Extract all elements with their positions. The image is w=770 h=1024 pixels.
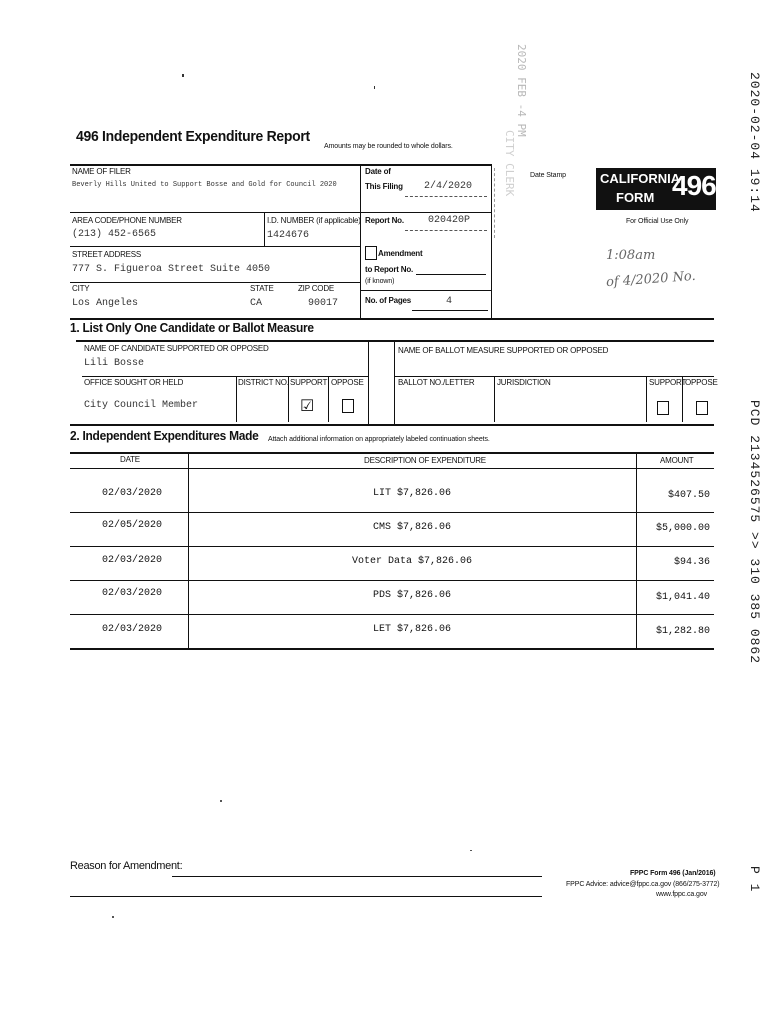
california-form-badge: [596, 168, 716, 210]
row-4-date: 02/03/2020: [102, 588, 163, 599]
row-3-amount: $94.36: [673, 557, 710, 568]
rule-support: [288, 376, 289, 422]
row-5-description: LET $7,826.06: [372, 624, 451, 635]
office-value: City Council Member: [84, 400, 199, 411]
row-4-amount: $1,041.40: [655, 592, 710, 603]
table-row-divider: [70, 580, 714, 581]
zip-value: 90017: [308, 298, 339, 309]
district-label: DISTRICT NO.: [238, 378, 289, 387]
row-1-description: LIT $7,826.06: [372, 488, 451, 499]
fppc-website: www.fppc.ca.gov: [656, 891, 708, 898]
scan-speck: [182, 74, 184, 77]
rule-row4: [70, 282, 360, 283]
row-2-date: 02/05/2020: [102, 520, 163, 531]
rule-col-amount: [636, 452, 637, 648]
row-3-date: 02/03/2020: [102, 555, 163, 566]
this-filing-date: 2/4/2020: [424, 181, 473, 192]
fppc-advice: FPPC Advice: advice@fppc.ca.gov (866/275-3772): [566, 881, 720, 888]
rule-jurisdiction: [494, 376, 495, 422]
oppose-checkbox[interactable]: [342, 399, 354, 413]
if-known-label: (if known): [365, 278, 395, 285]
fax-timestamp: 2020-02-04 19:14: [747, 72, 762, 213]
oppose2-label: OPPOSE: [685, 378, 718, 387]
zip-label: ZIP CODE: [298, 284, 335, 293]
id-value: 1424676: [267, 230, 310, 241]
scan-speck: [112, 916, 114, 918]
state-label: STATE: [250, 284, 274, 293]
row-1-date: 02/03/2020: [102, 488, 163, 499]
row-4-description: PDS $7,826.06: [372, 590, 451, 601]
section1-title: 1. List Only One Candidate or Ballot Measure: [70, 320, 314, 335]
city-value: Los Angeles: [72, 298, 139, 309]
rule-table-head-bottom: [70, 468, 714, 469]
handwritten-note-1: 1:08am: [606, 248, 656, 263]
rule-table-bottom: [70, 648, 714, 650]
date-of-label: Date of: [365, 167, 391, 176]
filer-name: Beverly Hills United to Support Bosse and Gold for Council 2020: [72, 181, 337, 189]
rule-oppose: [328, 376, 329, 422]
scan-speck: [470, 850, 472, 851]
filing-date-line: [405, 196, 487, 197]
pages-value: 4: [446, 296, 453, 307]
measure-label: NAME OF BALLOT MEASURE SUPPORTED OR OPPOSED: [398, 346, 609, 355]
scan-speck: [220, 800, 222, 802]
fax-route: PCD 2134526575 >> 310 385 0862: [747, 400, 762, 665]
table-row-divider: [70, 614, 714, 615]
row-5-date: 02/03/2020: [102, 624, 163, 635]
stamp-divider: [494, 168, 495, 238]
ca-line1: CALIFORNIA: [600, 171, 681, 186]
report-no-label: Report No.: [365, 216, 404, 225]
office-label: OFFICE SOUGHT OR HELD: [84, 378, 184, 387]
rule-filer-far-right: [491, 164, 492, 320]
rule-office-top: [82, 376, 368, 377]
rounding-note: Amounts may be rounded to whole dollars.: [324, 143, 453, 150]
measure-support-checkbox[interactable]: [657, 401, 669, 415]
ballot-no-label: BALLOT NO./LETTER: [398, 378, 475, 387]
amendment-reason-line-2: [70, 896, 542, 897]
rule-filer-right: [360, 164, 361, 320]
rule-row2: [70, 212, 492, 213]
rule-table-head-top: [70, 452, 714, 454]
row-2-amount: $5,000.00: [655, 523, 710, 534]
fax-page: P 1: [747, 866, 762, 893]
jurisdiction-label: JURISDICTION: [497, 378, 551, 387]
amendment-label: Amendment: [378, 249, 423, 258]
candidate-label: NAME OF CANDIDATE SUPPORTED OR OPPOSED: [84, 344, 269, 353]
id-label: I.D. NUMBER (if applicable): [267, 216, 361, 225]
ca-line2: FORM: [616, 190, 655, 205]
state-value: CA: [250, 298, 263, 309]
table-row-divider: [70, 546, 714, 547]
rule-row3: [70, 246, 360, 247]
pages-label: No. of Pages: [365, 296, 412, 305]
row-5-amount: $1,282.80: [655, 626, 710, 637]
amendment-reason-line: [172, 876, 542, 877]
row-3-description: Voter Data $7,826.06: [351, 556, 473, 567]
table-row-divider: [70, 512, 714, 513]
rule-section2-top: [70, 424, 714, 426]
rule-oppose2: [682, 376, 683, 422]
date-stamp-impression: 2020 FEB -4 PM CITY CLERK: [503, 44, 528, 197]
city-label: CITY: [72, 284, 90, 293]
date-stamp-label: Date Stamp: [530, 172, 566, 179]
to-report-label: to Report No.: [365, 265, 414, 274]
phone-label: AREA CODE/PHONE NUMBER: [72, 216, 182, 225]
section2-note: Attach additional information on appropriately labeled continuation sheets.: [268, 436, 490, 443]
support-label: SUPPORT: [290, 378, 328, 387]
col-desc-header: DESCRIPTION OF EXPENDITURE: [364, 456, 486, 465]
report-no-line: [405, 230, 487, 231]
rule-pages: [360, 290, 492, 291]
col-amount-header: AMOUNT: [660, 456, 694, 465]
form-version: FPPC Form 496 (Jan/2016): [630, 870, 716, 877]
pages-line: [412, 310, 488, 311]
support-checkbox-checked[interactable]: ☑: [300, 398, 315, 415]
rule-district: [236, 376, 237, 422]
handwritten-note-2: of 4/2020 No.: [605, 268, 697, 291]
street-label: STREET ADDRESS: [72, 250, 142, 259]
phone-value: (213) 452-6565: [72, 229, 157, 240]
support2-label: SUPPORT: [649, 378, 687, 387]
rule-ballot-top: [394, 376, 714, 377]
amendment-checkbox[interactable]: [365, 246, 377, 260]
form-title: 496 Independent Expenditure Report: [76, 128, 310, 145]
report-no-value: 020420P: [428, 215, 471, 226]
filer-name-label: NAME OF FILER: [72, 167, 131, 176]
candidate-name: Lili Bosse: [84, 358, 145, 369]
rule-sec1-mid-b: [394, 342, 395, 424]
official-use-label: For Official Use Only: [626, 218, 689, 225]
rule-sec1-mid-a: [368, 342, 369, 424]
col-date-header: DATE: [120, 455, 140, 464]
scan-speck: [374, 86, 375, 89]
street-value: 777 S. Figueroa Street Suite 4050: [72, 264, 271, 275]
row-2-description: CMS $7,826.06: [372, 522, 451, 533]
amendment-reason-label: Reason for Amendment:: [70, 860, 183, 872]
form-number: 496: [672, 170, 716, 201]
measure-oppose-checkbox[interactable]: [696, 401, 708, 415]
this-filing-label: This Filing: [365, 182, 403, 191]
rule-top: [70, 164, 492, 166]
to-report-line: [416, 274, 486, 275]
section2-title: 2. Independent Expenditures Made: [70, 428, 259, 443]
rule-id-left: [264, 212, 265, 246]
rule-support2: [646, 376, 647, 422]
oppose-label: OPPOSE: [331, 378, 364, 387]
rule-col-date: [188, 452, 189, 648]
rule-section1-inner: [76, 340, 714, 342]
row-1-amount: $407.50: [667, 490, 710, 501]
